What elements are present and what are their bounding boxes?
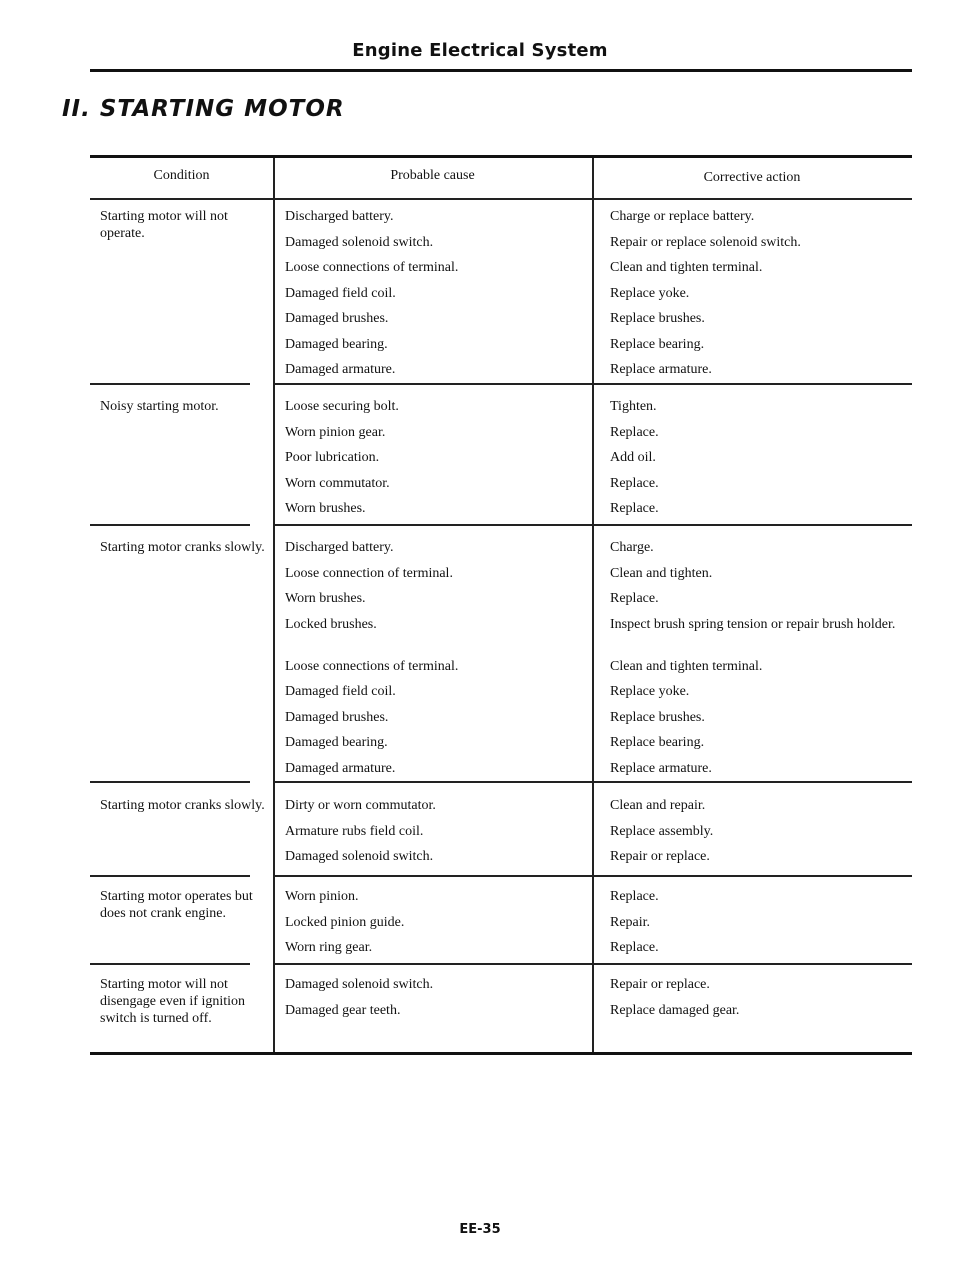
- row-divider: [273, 524, 592, 526]
- header-divider: [90, 198, 912, 200]
- action-list: [610, 797, 910, 874]
- action-item: Replace bearing.: [610, 336, 705, 352]
- condition-cell: Noisy starting motor.: [100, 399, 219, 414]
- cause-list: [285, 888, 585, 965]
- action-item: Replace.: [610, 940, 659, 955]
- cause-item: Discharged battery.: [285, 209, 394, 224]
- page-header-title: Engine Electrical System: [352, 40, 608, 61]
- cause-item: Damaged solenoid switch.: [285, 977, 434, 992]
- cause-item: Discharged battery.: [285, 540, 394, 555]
- cause-item: Damaged armature.: [285, 760, 396, 776]
- condition-cell: Starting motor operates but does not crank engine.: [100, 889, 253, 921]
- cause-item: Worn ring gear.: [285, 940, 373, 955]
- action-list: [610, 539, 910, 785]
- cause-item: Loose connections of terminal.: [285, 658, 459, 674]
- troubleshooting-table: [90, 155, 912, 1055]
- cause-list: [285, 539, 585, 785]
- column-header-action: Corrective action: [703, 170, 801, 185]
- action-item: Replace.: [610, 501, 659, 516]
- action-item: Repair or replace.: [610, 849, 710, 864]
- column-divider: [592, 158, 594, 1052]
- cause-item: Damaged armature.: [285, 362, 396, 377]
- action-item: Clean and tighten terminal.: [610, 658, 763, 674]
- cause-item: Worn commutator.: [285, 475, 390, 491]
- action-item: Replace.: [610, 591, 659, 606]
- action-item: Replace assembly.: [610, 823, 714, 839]
- section-title: II. STARTING MOTOR: [62, 96, 345, 122]
- cause-item: Worn brushes.: [285, 501, 366, 516]
- action-item: Replace brushes.: [610, 311, 705, 326]
- action-item: Clean and tighten terminal.: [610, 260, 763, 275]
- cause-item: Damaged field coil.: [285, 285, 396, 301]
- cause-item: Dirty or worn commutator.: [285, 798, 436, 813]
- row-divider: [273, 963, 592, 965]
- action-item: Replace bearing.: [610, 735, 705, 750]
- condition-cell: Starting motor will not disengage even if ignition switch is turned off.: [100, 977, 246, 1026]
- action-item: Charge or replace battery.: [610, 209, 755, 224]
- column-header-cause: Probable cause: [390, 168, 475, 183]
- row-divider: [90, 383, 250, 385]
- cause-item: Damaged solenoid switch.: [285, 849, 434, 864]
- row-divider: [273, 875, 592, 877]
- row-divider: [592, 875, 912, 877]
- action-item: Repair or replace solenoid switch.: [610, 234, 801, 250]
- action-item: Inspect brush spring tension or repair brush holder.: [610, 616, 896, 632]
- action-list: [610, 976, 910, 1027]
- row-divider: [90, 524, 250, 526]
- cause-item: Damaged brushes.: [285, 311, 389, 326]
- action-item: Add oil.: [610, 450, 656, 465]
- cause-item: Damaged bearing.: [285, 336, 388, 352]
- action-item: Tighten.: [610, 399, 657, 414]
- row-divider: [592, 383, 912, 385]
- cause-item: Locked brushes.: [285, 616, 377, 632]
- row-divider: [273, 781, 592, 783]
- condition-cell: Starting motor cranks slowly.: [100, 798, 265, 813]
- cause-item: Poor lubrication.: [285, 450, 380, 465]
- action-item: Replace brushes.: [610, 709, 705, 725]
- action-item: Replace yoke.: [610, 684, 690, 699]
- cause-list: [285, 208, 585, 387]
- cause-list: [285, 976, 585, 1027]
- action-item: Replace damaged gear.: [610, 1002, 740, 1018]
- action-item: Replace armature.: [610, 362, 712, 377]
- header-rule: [90, 69, 912, 72]
- action-item: Replace.: [610, 424, 659, 440]
- action-item: Replace armature.: [610, 760, 712, 776]
- cause-item: Damaged bearing.: [285, 735, 388, 750]
- cause-item: Armature rubs field coil.: [285, 823, 424, 839]
- cause-item: Damaged solenoid switch.: [285, 234, 434, 250]
- row-divider: [90, 963, 250, 965]
- action-list: [610, 398, 910, 526]
- cause-item: Worn pinion.: [285, 889, 359, 904]
- cause-item: Locked pinion guide.: [285, 914, 405, 930]
- cause-item: Loose connection of terminal.: [285, 565, 453, 581]
- action-item: Replace yoke.: [610, 285, 690, 301]
- row-divider: [90, 781, 250, 783]
- row-divider: [592, 781, 912, 783]
- cause-item: Damaged field coil.: [285, 684, 396, 699]
- column-divider: [273, 158, 275, 1052]
- cause-item: Worn brushes.: [285, 591, 366, 606]
- cause-list: [285, 797, 585, 874]
- cause-item: Loose connections of terminal.: [285, 260, 459, 275]
- row-divider: [90, 875, 250, 877]
- cause-item: Damaged gear teeth.: [285, 1002, 401, 1018]
- cause-item: Worn pinion gear.: [285, 424, 386, 440]
- condition-cell: Starting motor cranks slowly.: [100, 540, 265, 555]
- action-list: [610, 888, 910, 965]
- condition-cell: Starting motor will not operate.: [100, 209, 228, 241]
- row-divider: [273, 383, 592, 385]
- cause-item: Loose securing bolt.: [285, 399, 399, 414]
- action-item: Clean and repair.: [610, 798, 706, 813]
- action-item: Clean and tighten.: [610, 565, 713, 581]
- action-item: Repair or replace.: [610, 977, 710, 992]
- action-item: Repair.: [610, 914, 651, 930]
- row-divider: [592, 524, 912, 526]
- action-item: Replace.: [610, 475, 659, 491]
- action-list: [610, 208, 910, 387]
- cause-list: [285, 398, 585, 526]
- action-item: Charge.: [610, 540, 654, 555]
- action-item: Replace.: [610, 889, 659, 904]
- page-number: EE-35: [459, 1222, 501, 1237]
- cause-item: Damaged brushes.: [285, 709, 389, 725]
- row-divider: [592, 963, 912, 965]
- column-header-condition: Condition: [153, 168, 210, 183]
